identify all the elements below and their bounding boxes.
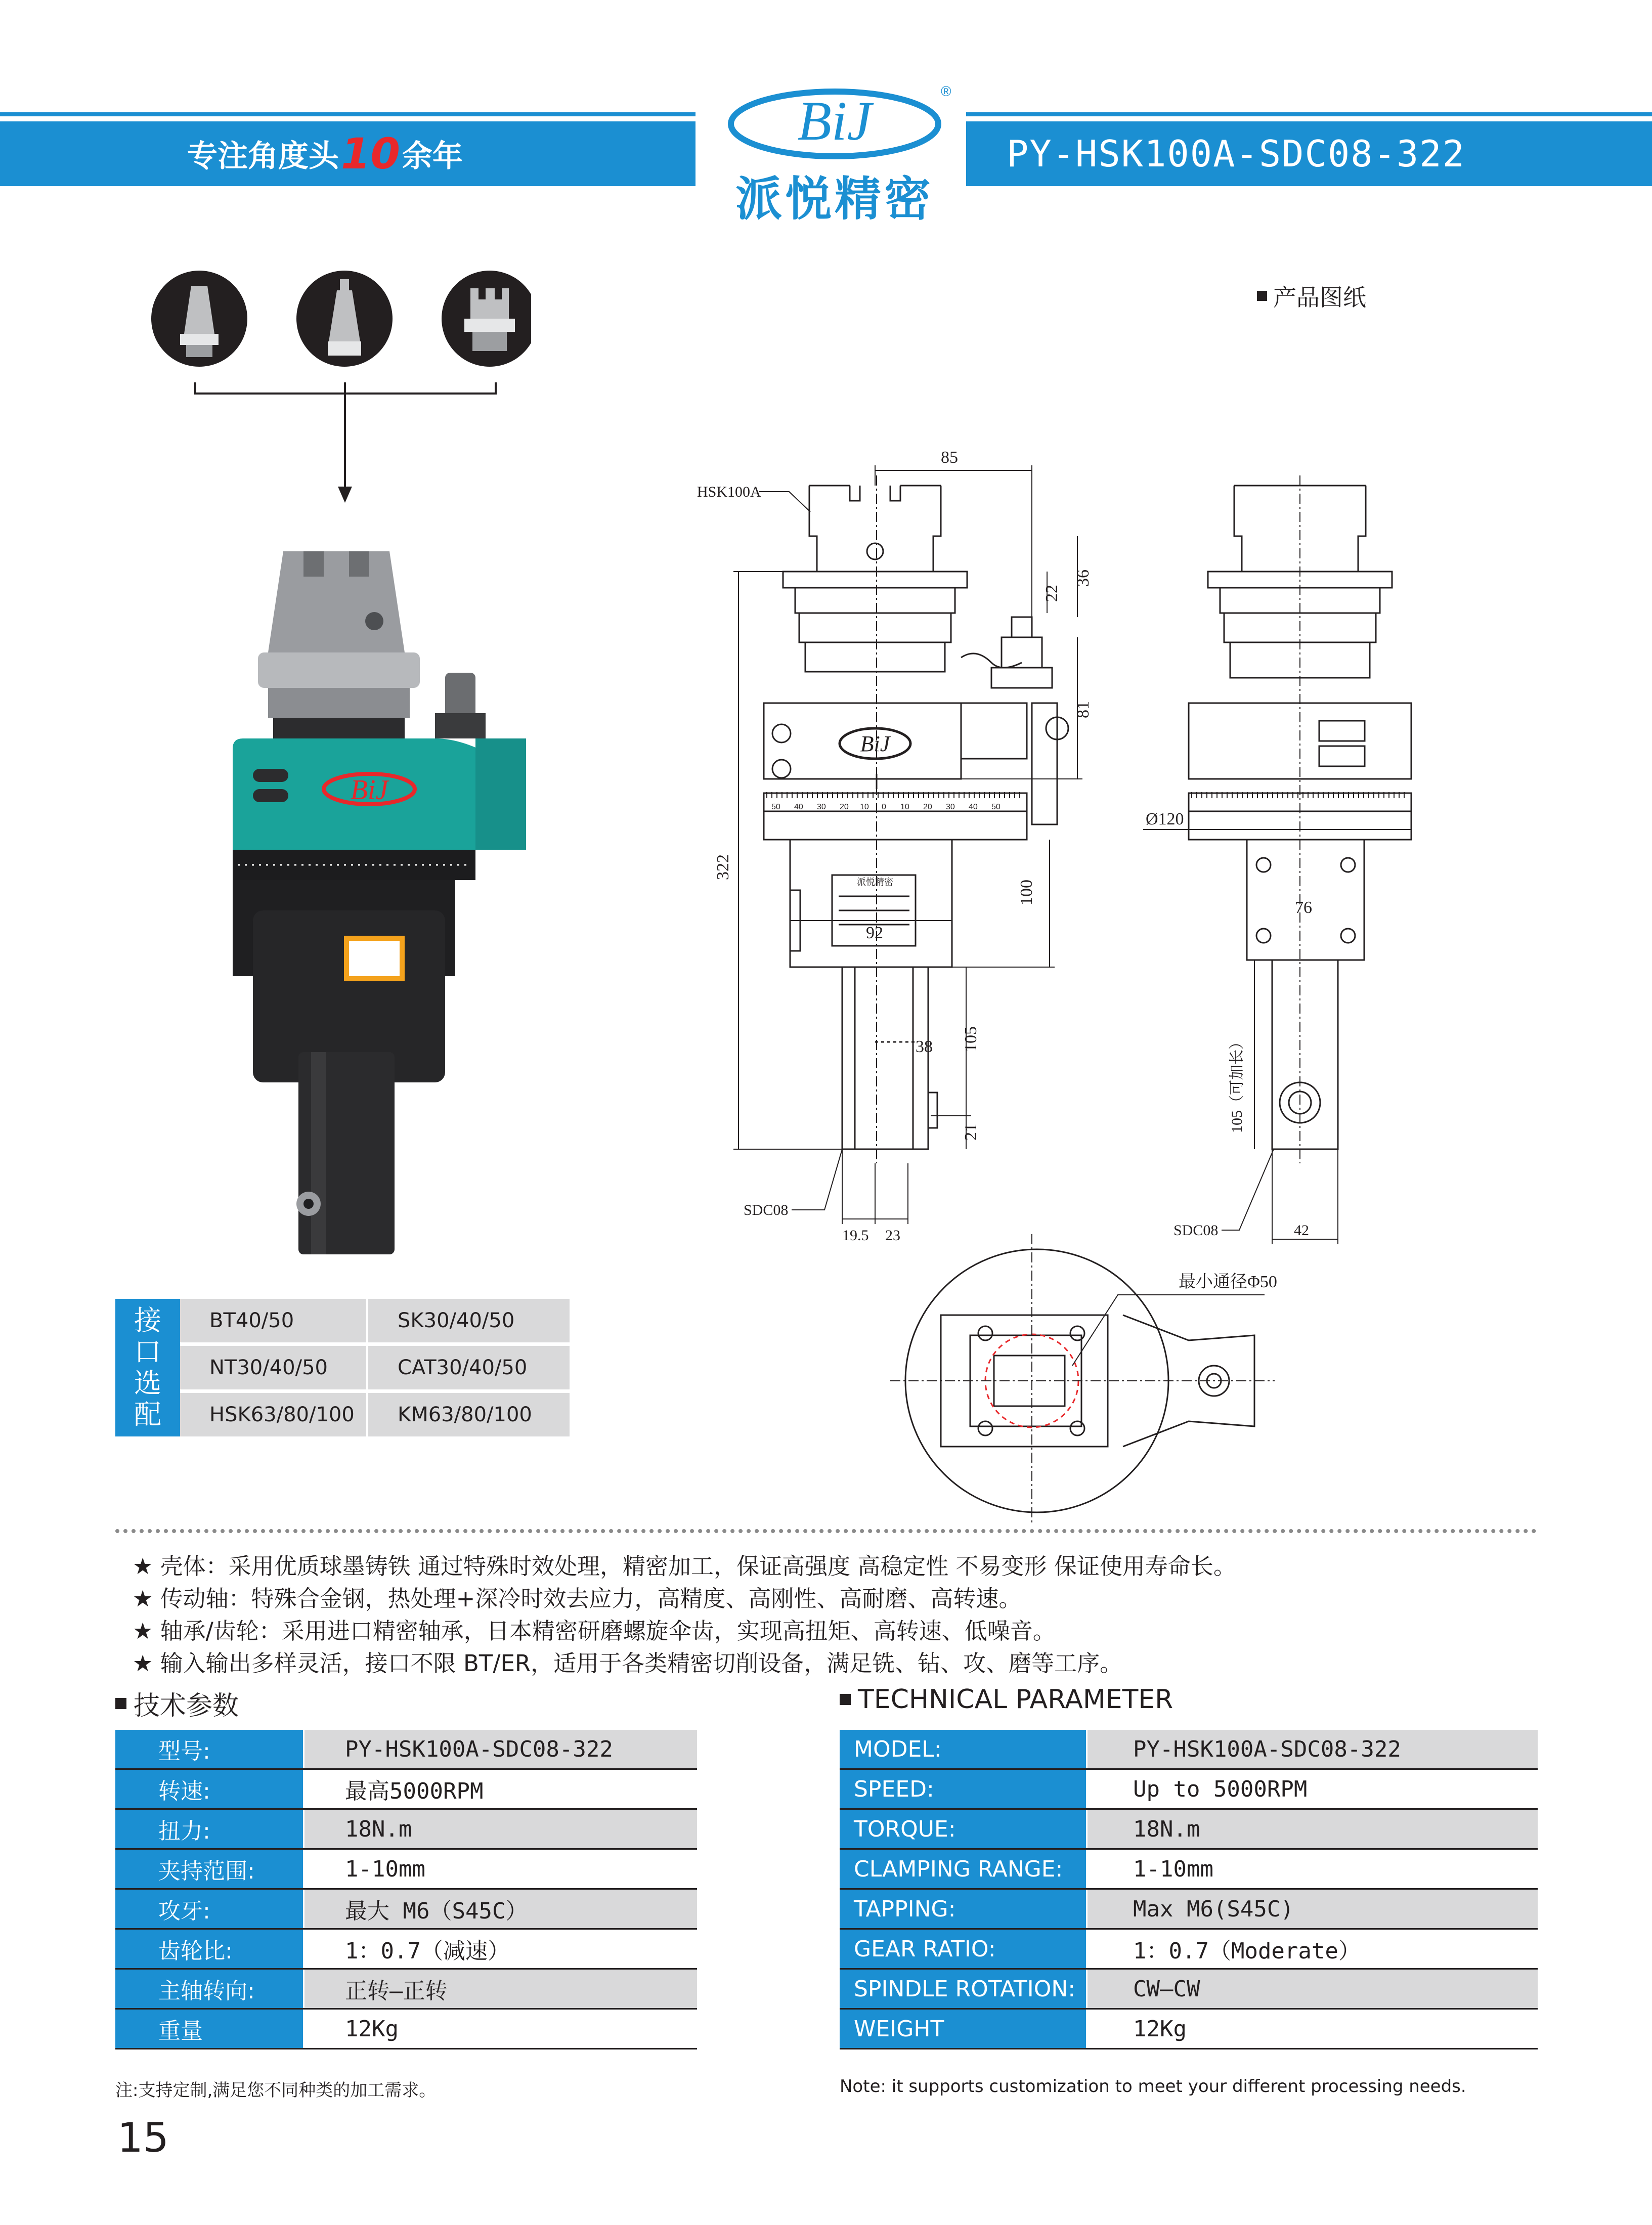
dim-105-ext: 105（可加长） bbox=[1229, 1034, 1245, 1133]
dim-42: 42 bbox=[1294, 1222, 1309, 1239]
dim-92: 92 bbox=[866, 924, 883, 942]
front-dimensions bbox=[697, 448, 1093, 1244]
interface-cell: CAT30/40/50 bbox=[368, 1346, 570, 1389]
param-value: PY-HSK100A-SDC08-322 bbox=[305, 1730, 697, 1768]
dim-85: 85 bbox=[941, 448, 958, 467]
table-row bbox=[840, 1930, 1538, 1970]
page-number: 15 bbox=[117, 2114, 169, 2161]
table-row bbox=[840, 1770, 1538, 1810]
param-value: 1-10mm bbox=[345, 1856, 425, 1882]
hsk-holder-icon bbox=[442, 271, 531, 367]
svg-text:30: 30 bbox=[946, 803, 955, 811]
footnote-en: Note: it supports customization to meet your different processing needs. bbox=[840, 2076, 1466, 2097]
side-view bbox=[1189, 475, 1411, 1163]
render-logo: BiJ bbox=[350, 774, 388, 806]
slogan-prefix: 专注角度头 bbox=[187, 139, 339, 174]
dim-76: 76 bbox=[1295, 898, 1312, 917]
dim-21: 21 bbox=[962, 1123, 980, 1141]
svg-text:50: 50 bbox=[991, 803, 1001, 811]
slogan-suffix: 余年 bbox=[402, 139, 463, 174]
logo-registered: ® bbox=[941, 83, 951, 99]
dim-23: 23 bbox=[885, 1227, 900, 1244]
header-model: PY-HSK100A-SDC08-322 bbox=[1007, 133, 1465, 175]
drawing-section-label: 产品图纸 bbox=[1273, 284, 1366, 311]
dim-105: 105 bbox=[962, 1026, 980, 1052]
params-cn-title bbox=[115, 1684, 239, 1722]
dim-sdc-right: SDC08 bbox=[1173, 1222, 1219, 1239]
svg-text:30: 30 bbox=[817, 803, 826, 811]
table-row bbox=[840, 2010, 1538, 2049]
param-key: TAPPING: bbox=[840, 1890, 1088, 1928]
logo-text: BiJ bbox=[797, 90, 872, 152]
param-value: PY-HSK100A-SDC08-322 bbox=[1088, 1730, 1538, 1768]
param-key: 攻牙: bbox=[115, 1890, 305, 1928]
param-value: 1：0.7（Moderate） bbox=[1133, 1938, 1361, 1964]
param-key: 夹持范围: bbox=[115, 1850, 305, 1888]
table-row bbox=[840, 1970, 1538, 2010]
brand-name-cn: 派悦精密 bbox=[735, 172, 934, 226]
header-top-line-right bbox=[966, 112, 1652, 116]
param-value: Up to 5000RPM bbox=[1133, 1776, 1308, 1802]
svg-text:20: 20 bbox=[923, 803, 932, 811]
table-row bbox=[840, 1810, 1538, 1850]
param-key: 扭力: bbox=[115, 1810, 305, 1848]
table-row bbox=[840, 1890, 1538, 1930]
interface-cell: NT30/40/50 bbox=[180, 1346, 366, 1389]
dim-120: Ø120 bbox=[1146, 810, 1184, 828]
param-key: 转速: bbox=[115, 1770, 305, 1808]
table-row bbox=[115, 1970, 697, 2010]
param-value: 1-10mm bbox=[1133, 1856, 1213, 1882]
dim-81: 81 bbox=[1074, 701, 1093, 718]
table-row bbox=[115, 1890, 697, 1930]
params-cn-table bbox=[115, 1730, 697, 2052]
params-cn-title-text: 技术参数 bbox=[134, 1691, 239, 1721]
side-dimensions bbox=[1143, 810, 1411, 1244]
table-row bbox=[115, 2010, 697, 2049]
feature-note: ★ 壳体：采用优质球墨铸铁 通过特殊时效处理，精密加工，保证高强度 高稳定性 不易变形 保证使用寿命长。 bbox=[133, 1553, 1236, 1580]
param-value: 12Kg bbox=[1133, 2016, 1187, 2042]
interface-cell: SK30/40/50 bbox=[368, 1299, 570, 1342]
footnote-cn: 注:支持定制,满足您不同种类的加工需求。 bbox=[115, 2080, 437, 2101]
svg-text:0: 0 bbox=[882, 803, 886, 811]
svg-text:10: 10 bbox=[860, 803, 869, 811]
params-en-title-text: TECHNICAL PARAMETER bbox=[858, 1684, 1173, 1715]
param-value: 正转—正转 bbox=[305, 1970, 697, 2008]
param-value: 12Kg bbox=[345, 2016, 399, 2042]
dim-sdc-left: SDC08 bbox=[744, 1202, 789, 1218]
param-value: Max M6(S45C) bbox=[1088, 1890, 1538, 1928]
param-key: WEIGHT bbox=[840, 2010, 1088, 2048]
param-value: 18N.m bbox=[1088, 1810, 1538, 1848]
dim-36: 36 bbox=[1074, 570, 1093, 587]
table-row bbox=[115, 1850, 697, 1890]
param-key: CLAMPING RANGE: bbox=[840, 1850, 1088, 1888]
table-row bbox=[840, 1730, 1538, 1770]
dim-22: 22 bbox=[1042, 585, 1061, 602]
params-en-table bbox=[840, 1730, 1538, 2052]
svg-text:40: 40 bbox=[969, 803, 978, 811]
front-view bbox=[764, 475, 1068, 1163]
nameplate-text: 派悦精密 bbox=[857, 877, 893, 888]
param-key: GEAR RATIO: bbox=[840, 1930, 1088, 1968]
bt-holder-icon bbox=[151, 271, 247, 367]
feature-note: ★ 传动轴：特殊合金钢，热处理+深冷时效去应力，高精度、高刚性、高耐磨、高转速。 bbox=[133, 1585, 1022, 1612]
interface-cell: BT40/50 bbox=[180, 1299, 366, 1342]
header-top-line-left bbox=[0, 112, 695, 116]
param-key: 主轴转向: bbox=[115, 1970, 305, 2008]
param-value: 1：0.7（减速） bbox=[345, 1938, 510, 1964]
table-row bbox=[115, 1770, 697, 1810]
params-en-title bbox=[840, 1684, 1173, 1715]
dim-322: 322 bbox=[714, 854, 732, 880]
interface-label: 接口选配 bbox=[115, 1299, 180, 1436]
param-key: 重量 bbox=[115, 2010, 305, 2048]
svg-text:10: 10 bbox=[900, 803, 909, 811]
drawing-body-logo: BiJ bbox=[860, 731, 890, 756]
product-render bbox=[223, 546, 546, 1259]
param-key: MODEL: bbox=[840, 1730, 1088, 1768]
param-key: 型号: bbox=[115, 1730, 305, 1768]
dim-hsk: HSK100A bbox=[697, 484, 761, 500]
dim-38: 38 bbox=[916, 1037, 933, 1056]
interface-options bbox=[115, 1299, 570, 1436]
drawing-section-title bbox=[1257, 279, 1366, 313]
table-row bbox=[115, 1810, 697, 1850]
bottom-view bbox=[890, 1234, 1277, 1522]
technical-drawing bbox=[678, 435, 1497, 1538]
table-row bbox=[115, 1930, 697, 1970]
svg-text:20: 20 bbox=[840, 803, 849, 811]
holder-options bbox=[147, 268, 531, 511]
feature-note: ★ 输入输出多样灵活，接口不限 BT/ER，适用于各类精密切削设备，满足铣、钻、攻、磨等工序。 bbox=[133, 1650, 1123, 1677]
nt-holder-icon bbox=[296, 271, 393, 367]
param-value: 最大 M6（S45C） bbox=[305, 1890, 697, 1928]
slogan-ten: 10 bbox=[341, 129, 400, 179]
header-model-bar bbox=[966, 121, 1652, 186]
header-slogan-bar bbox=[0, 121, 695, 186]
section-divider bbox=[115, 1529, 1537, 1533]
table-row bbox=[115, 1730, 697, 1770]
svg-text:50: 50 bbox=[771, 803, 780, 811]
param-key: 齿轮比: bbox=[115, 1930, 305, 1968]
interface-cell: HSK63/80/100 bbox=[180, 1393, 366, 1436]
table-row bbox=[840, 1850, 1538, 1890]
svg-text:40: 40 bbox=[794, 803, 803, 811]
param-value: 最高5000RPM bbox=[345, 1778, 484, 1804]
dim-min-bore: 最小通径Φ50 bbox=[1179, 1273, 1277, 1291]
dim-100: 100 bbox=[1017, 880, 1036, 905]
feature-note: ★ 轴承/齿轮：采用进口精密轴承，日本精密研磨螺旋伞齿，实现高扭矩、高转速、低噪音。 bbox=[133, 1618, 1056, 1644]
param-key: SPEED: bbox=[840, 1770, 1088, 1808]
param-key: TORQUE: bbox=[840, 1810, 1088, 1848]
param-value: CW—CW bbox=[1088, 1970, 1538, 2008]
param-key: SPINDLE ROTATION: bbox=[840, 1970, 1088, 2008]
interface-cell: KM63/80/100 bbox=[368, 1393, 570, 1436]
param-value: 18N.m bbox=[305, 1810, 697, 1848]
dim-19-5: 19.5 bbox=[842, 1227, 869, 1244]
